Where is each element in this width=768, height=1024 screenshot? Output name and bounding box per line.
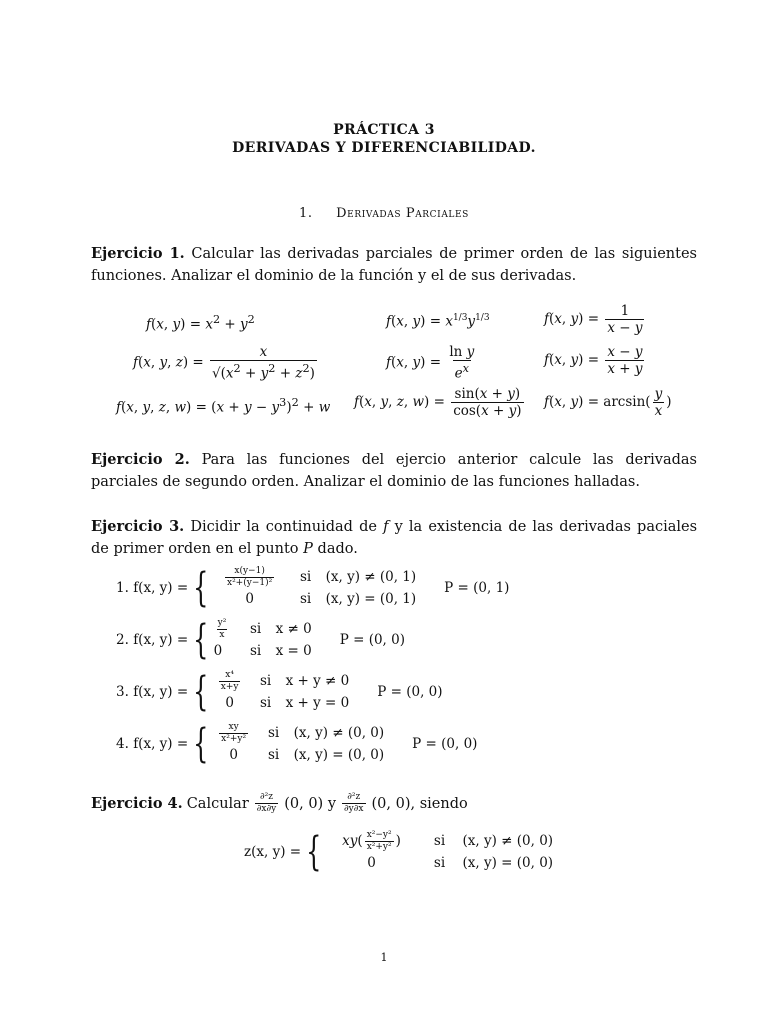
cases (214, 670, 350, 714)
si-label: si (267, 725, 280, 741)
exercise-1-statement (91, 243, 697, 287)
formula-3: f(x, y) = $\frac{1}{x - y}$ (544, 303, 643, 336)
formula-8: f(x, y, z, w) = $\frac{\sin(x + y)}{\cos(x + y)}$ (354, 386, 522, 419)
exercise-3-text-a: Dicidir la continuidad de (190, 519, 377, 535)
case-2-value: 0 (245, 591, 254, 607)
case-1-numerator: x⁴ (225, 669, 234, 680)
z-lhs: z(x, y) = (244, 844, 302, 860)
si-label: si (299, 591, 312, 607)
page-title: PRÁCTICA 3 (333, 122, 435, 138)
exercise-2-label: Ejercicio 2. (91, 451, 190, 468)
item-lhs: f(x, y) = (133, 684, 189, 700)
case-1-condition: x ≠ 0 (275, 621, 312, 637)
item-number: 1. (116, 580, 129, 596)
si-label: si (267, 747, 280, 763)
exercise-4-statement (91, 792, 697, 815)
case-1-numerator: x²−y² (366, 829, 392, 840)
case-1-condition: (x, y) ≠ (0, 0) (462, 833, 554, 849)
section-heading (0, 206, 768, 221)
case-2-value: 0 (225, 695, 234, 711)
exercise-3-label: Ejercicio 3. (91, 518, 185, 535)
formula-9: f(x, y) = arcsin( $\frac{y}{x}$ ) (544, 386, 672, 419)
item-point: P = (0, 0) (339, 632, 405, 648)
case-2-condition: (x, y) = (0, 0) (293, 747, 385, 763)
left-brace: { (193, 669, 209, 715)
item-lhs: f(x, y) = (133, 580, 189, 596)
case-1-numerator: y² (217, 617, 227, 628)
exercise-2-text: Para las funciones del ejercio anterior calcule las derivadas parciales de segundo orden. Analizar el dominio de las funciones halladas. (91, 452, 697, 490)
exercise-4-label: Ejercicio 4. (91, 794, 183, 812)
exercise-2-statement (91, 449, 697, 493)
left-brace: { (193, 565, 209, 611)
exercise-3-item-4 (116, 722, 477, 766)
exercise-3-item-1 (116, 566, 509, 610)
si-label: si (259, 673, 272, 689)
si-label: si (299, 569, 312, 585)
case-1-condition: (x, y) ≠ (0, 0) (293, 725, 385, 741)
formula-2: f(x, $y) = x^{1/3}y^{1/3}$ (386, 313, 490, 330)
exercise-3-text-c: dado. (317, 541, 358, 557)
formula-1: f(x, $y) = x^2 + y^2$ (146, 313, 255, 333)
case-1-condition: (x, y) ≠ (0, 1) (325, 569, 417, 585)
case-2-value: 0 (213, 643, 223, 659)
item-number: 2. (116, 632, 129, 648)
left-brace: { (193, 721, 209, 767)
item-point: P = (0, 1) (444, 580, 510, 596)
si-label: si (249, 643, 262, 659)
item-point: P = (0, 0) (412, 736, 478, 752)
exercise-3-text-f: f (383, 519, 389, 535)
exercise-1-text: Calcular las derivadas parciales de primer orden de las siguientes funciones. Analizar el dominio de la función y el de sus derivadas. (91, 246, 697, 284)
formula-5: f(x, y) = $\frac{\text{ln y}}{e^x}$ (386, 344, 475, 382)
exercise-3-statement (91, 516, 697, 560)
d1-denominator: ∂x∂y (256, 804, 277, 814)
case-1-denominator: x (219, 629, 225, 640)
partial-derivative-xy (255, 792, 278, 815)
partial-derivative-yx (342, 792, 365, 815)
formula-7: f(x, y, z, $w) = (x + y - y^3)^2 + w$ (116, 396, 331, 416)
exercise-3-text-b: y la existencia de las derivadas paciales de primer orden en el punto (91, 519, 698, 557)
formula-4: f(x, y, z) = $\frac{x}{√(x^2 + y^2 + z^2)}$ (133, 344, 315, 382)
d2-denominator: ∂y∂x (344, 804, 364, 814)
item-number: 4. (116, 736, 129, 752)
item-number: 3. (116, 684, 129, 700)
page-subtitle: DERIVADAS Y DIFERENCIABILIDAD. (232, 140, 536, 156)
item-lhs: f(x, y) = (133, 736, 189, 752)
item-point: P = (0, 0) (377, 684, 443, 700)
section-number: 1. (299, 206, 313, 221)
case-1-numerator: xy (228, 721, 239, 732)
item-lhs: f(x, y) = (133, 632, 189, 648)
cases (214, 566, 417, 610)
case-1-denominator: x+y (220, 681, 239, 692)
exercise-4-text-a: Calcular (186, 795, 249, 812)
d1-at: (0, 0) y (284, 795, 337, 812)
exercise-1-label: Ejercicio 1. (91, 245, 185, 262)
d2-at: (0, 0), siendo (371, 795, 468, 812)
left-brace: { (306, 829, 322, 875)
exercise-3-item-3 (116, 670, 443, 714)
case-1-numerator: x(y−1) (234, 565, 265, 576)
cases: xy( $\frac{\text{x²−y²}}{\text{x²+y²}}$ ) si (x, y) ≠ (0, 0) 0 si (x, y) = (0, 0) (327, 830, 554, 874)
si-label: si (259, 695, 272, 711)
exercise-3-text-p: P (303, 541, 313, 557)
case-2-value: 0 (229, 747, 238, 763)
case-1-condition: x + y ≠ 0 (285, 673, 350, 689)
cases (214, 618, 312, 662)
d2-numerator: ∂²z (347, 792, 361, 802)
page-number: 1 (380, 951, 388, 964)
case-2-condition: x = 0 (275, 643, 312, 659)
case-1-prefix: xy (342, 832, 358, 849)
case-2-value: 0 (367, 855, 376, 871)
case-2-condition: (x, y) = (0, 0) (462, 855, 554, 871)
case-1-denominator: x²+y² (221, 733, 247, 744)
formula-6: f(x, y) = $\frac{x - y}{x + y}$ (544, 344, 643, 377)
case-2-condition: x + y = 0 (285, 695, 350, 711)
si-label: si (433, 855, 446, 871)
si-label: si (249, 621, 262, 637)
section-title: Derivadas Parciales (336, 206, 469, 221)
d1-numerator: ∂²z (259, 792, 273, 802)
case-1-denominator: x²+(y−1)² (227, 577, 273, 588)
case-2-condition: (x, y) = (0, 1) (325, 591, 417, 607)
left-brace: { (193, 617, 209, 663)
exercise-4-function (244, 830, 553, 874)
cases (214, 722, 385, 766)
case-1-denominator: x²+y² (366, 841, 392, 852)
si-label: si (433, 833, 446, 849)
exercise-3-item-2 (116, 618, 405, 662)
